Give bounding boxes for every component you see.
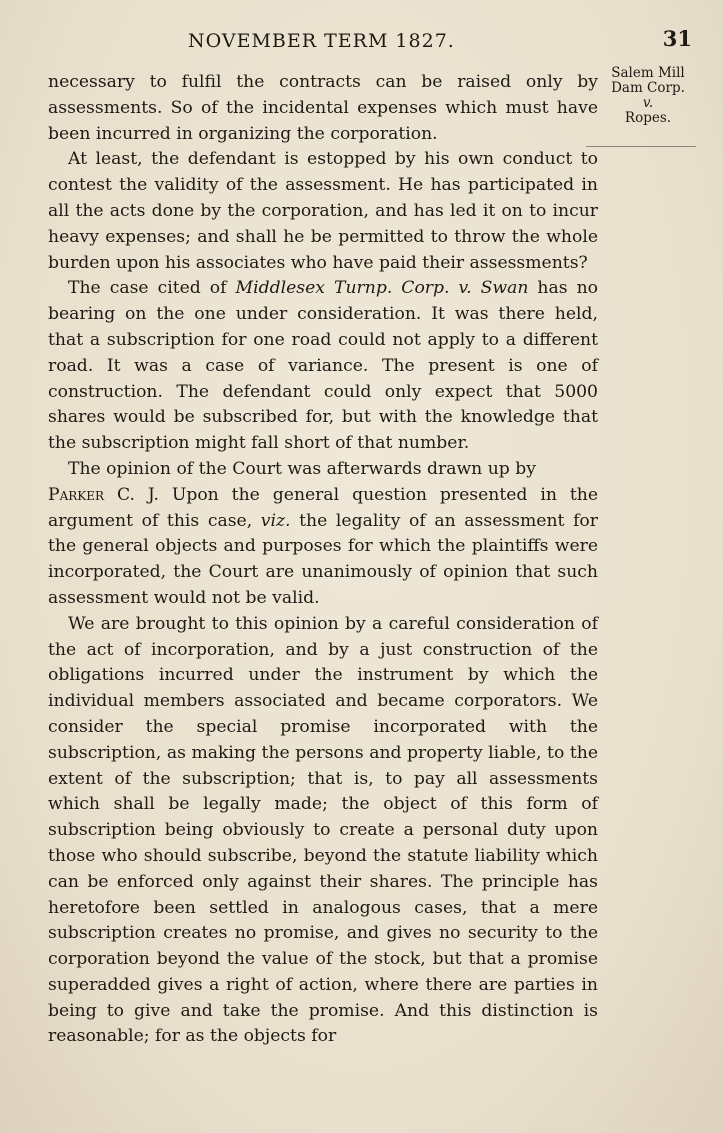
case-citation: Middlesex Turnp. Corp. v. Swan: [235, 278, 529, 299]
paragraph-5: [48, 483, 598, 612]
paragraph-6: We are brought to this opinion by a careful consideration of the act of incorporation, and by a just construction of the obligations incurred under the instrument by which the individual members associated and became corporators. We consider the special promise incorporated with the subscription, as making the persons and property liable, to the extent of the subscription; that is, to pay all assessments which shall be legally made; the object of this form of subscription being obviously to create a personal duty upon those who should subscribe, beyond the statute liability which can be enforced only against their shares. The principle has heretofore been settled in analogous cases, that a mere subscription creates no promise, and gives no security to the corporation beyond the value of the stock, but that a promise superadded gives a right of action, where there are parties in being to give and take the promise. And this distinction is reasonable; for as the objects for: [48, 613, 598, 1047]
paragraph-5-rest: the legality of an assessment for the general objects and purposes for which the plaintiffs were incorporated, the Court are unanimously of opinion that such assessment would not be valid.: [48, 510, 598, 608]
body-text: [48, 70, 598, 1050]
margin-divider: [586, 146, 696, 147]
running-head: NOVEMBER TERM 1827.: [188, 30, 455, 52]
margin-note-line-2: Dam Corp.: [611, 80, 685, 96]
paragraph-3-lead: The case cited of: [68, 278, 236, 299]
paragraph-3-rest: has no bearing on the one under consideration. It was there held, that a subscription for one road could not apply to a different road. It was a case of variance. The present is one of construction. The defendant could only expect that 5000 shares would be subscribed for, but with the knowledge that the subscription might fall short of that number.: [48, 278, 598, 454]
paragraph-5-lead: C. J. Upon the general question presented in the argument of this case,: [48, 484, 598, 531]
margin-note-line-1: Salem Mill: [611, 65, 685, 81]
page-header: [48, 26, 698, 56]
page-number: 31: [662, 26, 692, 51]
paragraph-3: [48, 276, 598, 457]
margin-note-line-4: Ropes.: [624, 110, 672, 126]
paragraph-4: The opinion of the Court was afterwards drawn up by: [68, 458, 536, 479]
paragraph-2: At least, the defendant is estopped by his own conduct to contest the validity of the assessment. He has participated in all the acts done by the corporation, and has led it on to incur heavy expenses; and shall he be permitted to throw the whole burden upon his associates who have paid their assessments?: [48, 149, 598, 273]
judge-name: Parker: [48, 484, 105, 505]
paragraph-1: necessary to fulfil the contracts can be raised only by assessments. So of the incidental expenses which must have been incurred in organizing the corporation.: [48, 72, 598, 144]
viz-abbreviation: viz.: [260, 510, 291, 531]
margin-case-note: [600, 66, 696, 126]
margin-note-versus: v.: [642, 95, 654, 111]
